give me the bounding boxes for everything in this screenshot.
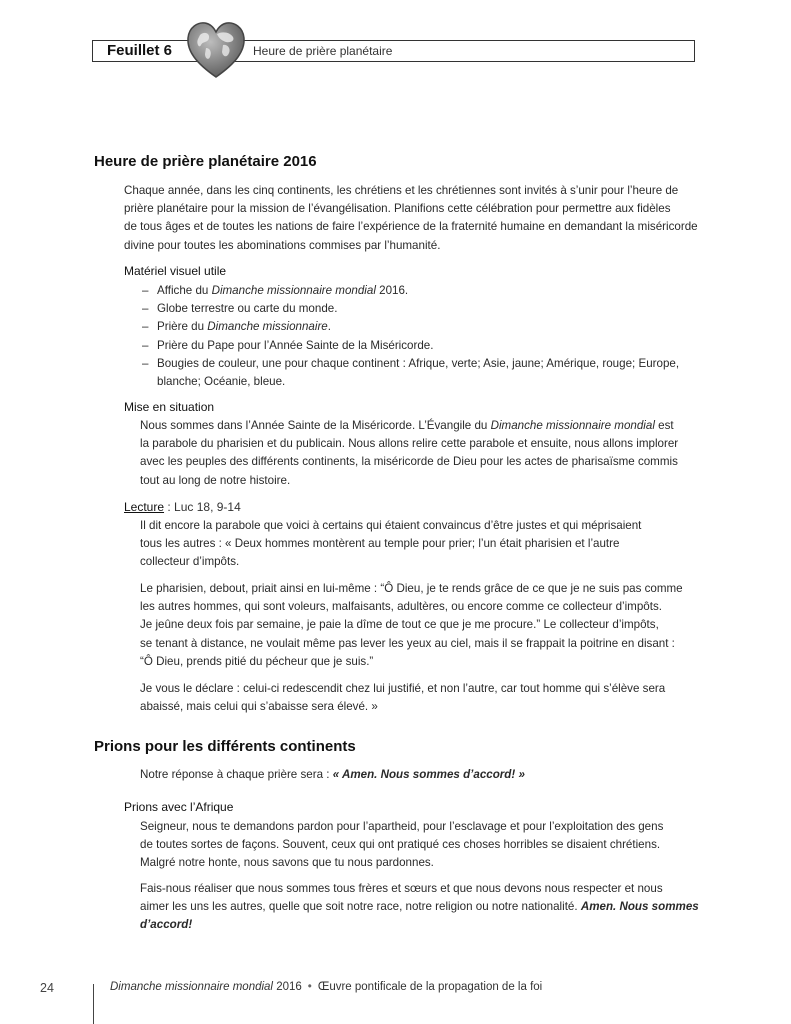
reading-label: Lecture : Luc 18, 9-14 xyxy=(124,500,241,514)
list-item: – Prière du Pape pour l’Année Sainte de la Miséricorde. xyxy=(142,337,702,355)
sheet-title: Feuillet 6 xyxy=(107,42,173,59)
list-item: – Globe terrestre ou carte du monde. xyxy=(142,300,702,318)
materials-list xyxy=(142,282,702,373)
footer-separator: • xyxy=(307,981,312,993)
text-line: divine pour toutes les abominations commises par l’humanité. xyxy=(124,238,441,252)
text-line: de tous âges et de toutes les nations de faire l’expérience de la fraternité humaine en demandant la miséricorde xyxy=(124,220,698,234)
africa-paragraph-1: Seigneur, nous te demandons pardon pour l’apartheid, pour l’esclavage et pour l’exploitation des gens de toutes sortes de façons. Souvent, ceux qui ont pratiqué ces choses horribles se disaient chrétiens. Malgré notre honte, nous savons que tu nous pardonnes. xyxy=(140,820,664,870)
footer-title: Dimanche missionnaire mondial 2016 • Œuvre pontificale de la propagation de la foi xyxy=(110,981,543,993)
section-heading-continents: Prions pour les différents continents xyxy=(94,738,356,755)
list-item: – Affiche du Dimanche missionnaire mondial 2016. xyxy=(142,282,702,300)
list-item-continuation: blanche; Océanie, bleue. xyxy=(157,375,286,388)
reading-paragraph-3: Je vous le déclare : celui-ci redescendit chez lui justifié, et non l’autre, car tout homme qui s’élève sera abaissé, mais celui qui s’abaisse sera élevé. » xyxy=(140,682,666,714)
text-line: Chaque année, dans les cinq continents, les chrétiens et les chrétiennes sont invités à s’unir pour l’heure de xyxy=(124,184,679,197)
reading-paragraph-1: Il dit encore la parabole que voici à certains qui étaient convaincus d’être justes et qui méprisaient tous les autres : « Deux hommes montèrent au temple pour prier; l’un était pharisien et l’autre collecteur d’impôts. xyxy=(140,519,642,569)
situation-paragraph: Nous sommes dans l’Année Sainte de la Miséricorde. L’Évangile du Dimanche missionnaire mondial est la parabole du pharisien et du publicain. Nous allons relire cette parabole et ensuite, nous allons implorer avec les peuples des différents continents, la miséricorde de Dieu pour les actes de pharisaïsme commis tout au long de notre histoire. xyxy=(140,419,679,487)
materials-label: Matériel visuel utile xyxy=(124,264,227,278)
list-item: – Bougies de couleur, une pour chaque continent : Afrique, verte; Asie, jaune; Amérique, rouge; Europe, xyxy=(142,355,702,373)
response-line: Notre réponse à chaque prière sera : « Amen. Nous sommes d’accord! » xyxy=(140,768,525,781)
list-item: – Prière du Dimanche missionnaire. xyxy=(142,318,702,336)
header-bar xyxy=(92,40,695,62)
intro-paragraph xyxy=(124,182,698,255)
heart-globe-icon xyxy=(186,21,246,79)
sheet-subtitle: Heure de prière planétaire xyxy=(253,44,393,58)
text-line: prière planétaire pour la mission de l’évangélisation. Planifions cette célébration pour permettre aux fidèles xyxy=(124,202,671,216)
page-number: 24 xyxy=(40,981,54,995)
footer-divider xyxy=(93,984,94,1024)
reading-paragraph-2: Le pharisien, debout, priait ainsi en lui-même : “Ô Dieu, je te rends grâce de ce que je ne suis pas comme les autres hommes, qui sont voleurs, malfaisants, adultères, ou encore comme ce collecteur d’impôts. Je jeûne deux fois par semaine, je paie la dîme de tout ce que je me procure.” Le collecteur d’impôts, se tenant à distance, ne voulait même pas lever les yeux au ciel, mais il se frappait la poitrine en disant : “Ô Dieu, prends pitié du pécheur que je suis.” xyxy=(140,582,683,668)
situation-label: Mise en situation xyxy=(124,400,215,414)
africa-label: Prions avec l’Afrique xyxy=(124,800,234,814)
section-heading-prayer-hour: Heure de prière planétaire 2016 xyxy=(94,153,317,170)
africa-paragraph-2: Fais-nous réaliser que nous sommes tous frères et sœurs et que nous devons nous respecter et nous aimer les uns les autres, quelle que soit notre race, notre religion ou notre nationalité. Amen. Nous sommes d’accord! xyxy=(140,882,699,932)
